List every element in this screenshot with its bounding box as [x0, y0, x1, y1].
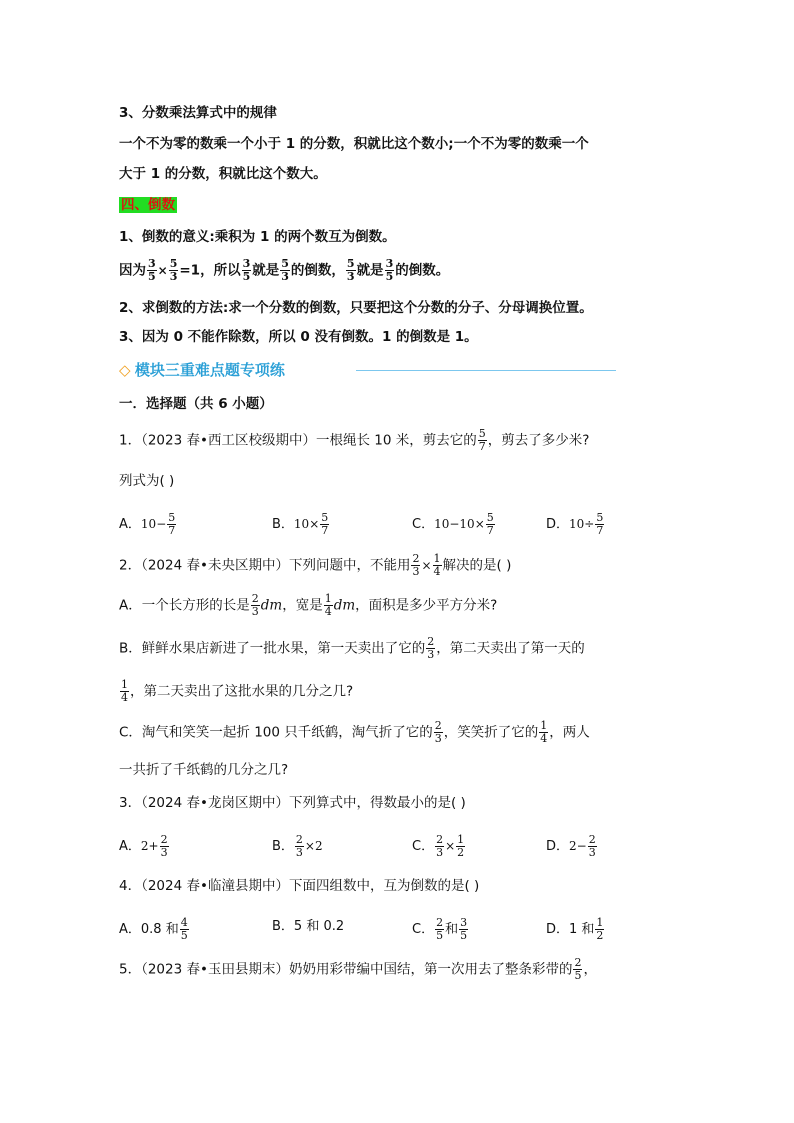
- ex-is: 就是: [356, 262, 384, 279]
- q2-option-c-cont: 一共折了千纸鹤的几分之几?: [119, 762, 289, 778]
- q5-stem: 5．（2023 春•玉田县期末）奶奶用彩带编中国结，第一次用去了整条彩带的 $\frac{2}{5}$ ，: [119, 956, 597, 982]
- times-sign: ×: [157, 263, 168, 278]
- q1-option-a[interactable]: A．10− $\frac{5}{7}$: [119, 511, 176, 537]
- q1-stem: 1．（2023 春•西工区校级期中）一根绳长 10 米，剪去它的 $\frac{5}{7}$ ，剪去了多少米?: [119, 427, 590, 453]
- q3-option-b[interactable]: B． $\frac{2}{3}$ ×2: [272, 833, 323, 859]
- q1-option-b[interactable]: B．10× $\frac{5}{7}$: [272, 511, 329, 537]
- fraction: $\frac{5}{7}$: [478, 427, 486, 453]
- section4-heading-wrap: [119, 195, 177, 215]
- fraction: $\frac{3}{5}$: [148, 257, 156, 283]
- q3-option-a[interactable]: A．2+ $\frac{2}{3}$: [119, 833, 168, 859]
- section4-example: [119, 258, 449, 283]
- q2-stem: 2．（2024 春•未央区期中）下列问题中，不能用 $\frac{2}{3}$ × $\frac{1}{4}$ 解决的是( ): [119, 552, 512, 578]
- ex-prefix: 因为: [119, 262, 146, 279]
- module-title: 模块三重难点题专项练: [134, 361, 285, 379]
- q3-option-d[interactable]: D．2− $\frac{2}{3}$: [546, 833, 596, 859]
- ex-eq: =1，所以: [179, 262, 241, 279]
- q3-stem: 3．（2024 春•龙岗区期中）下列算式中，得数最小的是( ): [119, 795, 466, 811]
- ex-end: 的倒数。: [395, 262, 450, 279]
- fraction: $\frac{3}{5}$: [385, 257, 394, 283]
- section4-p2: 2、求倒数的方法:求一个分数的倒数，只要把这个分数的分子、分母调换位置。: [119, 300, 593, 316]
- q2-option-b[interactable]: B．鲜鲜水果店新进了一批水果，第一天卖出了它的 $\frac{2}{3}$ ，第二天卖出了第一天的: [119, 635, 585, 661]
- q4-option-d[interactable]: D．1 和 $\frac{1}{2}$: [546, 916, 604, 942]
- q4-stem: 4．（2024 春•临潼县期中）下面四组数中，互为倒数的是( ): [119, 878, 480, 894]
- q1-option-d[interactable]: D．10÷ $\frac{5}{7}$: [546, 511, 604, 537]
- section4-heading: 四、倒数: [121, 197, 175, 213]
- fraction: $\frac{5}{3}$: [346, 257, 355, 283]
- q2-option-a[interactable]: A．一个长方形的长是 $\frac{2}{3}$ dm，宽是 $\frac{1}{4}$ dm，面积是多少平方分米?: [119, 592, 498, 618]
- q4-option-a[interactable]: A．0.8 和 $\frac{4}{5}$: [119, 916, 188, 942]
- ex-is: 就是: [252, 262, 280, 279]
- section4-p3: 3、因为 0 不能作除数，所以 0 没有倒数。1 的倒数是 1。: [119, 329, 478, 345]
- q2-option-b-cont: $\frac{1}{4}$ ，第二天卖出了这批水果的几分之几?: [121, 678, 354, 704]
- ex-of: 的倒数，: [290, 262, 345, 279]
- q4-option-c[interactable]: C． $\frac{2}{5}$ 和 $\frac{3}{5}$: [412, 916, 468, 942]
- section3-line1: 一个不为零的数乘一个小于 1 的分数，积就比这个数小;一个不为零的数乘一个: [119, 136, 589, 152]
- fraction: $\frac{5}{3}$: [169, 257, 178, 283]
- q3-option-c[interactable]: C． $\frac{2}{3}$ × $\frac{1}{2}$: [412, 833, 465, 859]
- fraction: $\frac{3}{5}$: [242, 257, 251, 283]
- q2-option-c[interactable]: C．淘气和笑笑一起折 100 只千纸鹤，淘气折了它的 $\frac{2}{3}$ ，笑笑折了它的 $\frac{1}{4}$ ，两人: [119, 719, 590, 745]
- section4-p1: 1、倒数的意义:乘积为 1 的两个数互为倒数。: [119, 229, 396, 245]
- fraction: $\frac{5}{3}$: [281, 257, 289, 283]
- module-rule: [356, 370, 616, 371]
- module-header: [119, 360, 285, 381]
- diamond-icon: ◇: [119, 361, 131, 379]
- section3-heading: 3、分数乘法算式中的规律: [119, 105, 277, 121]
- part1-heading: 一．选择题（共 6 小题）: [119, 396, 273, 412]
- q1-stem2: 列式为( ): [119, 473, 175, 489]
- section3-line2: 大于 1 的分数，积就比这个数大。: [119, 166, 327, 182]
- q4-option-b[interactable]: B．5 和 0.2: [272, 919, 345, 934]
- q1-option-c[interactable]: C．10−10× $\frac{5}{7}$: [412, 511, 494, 537]
